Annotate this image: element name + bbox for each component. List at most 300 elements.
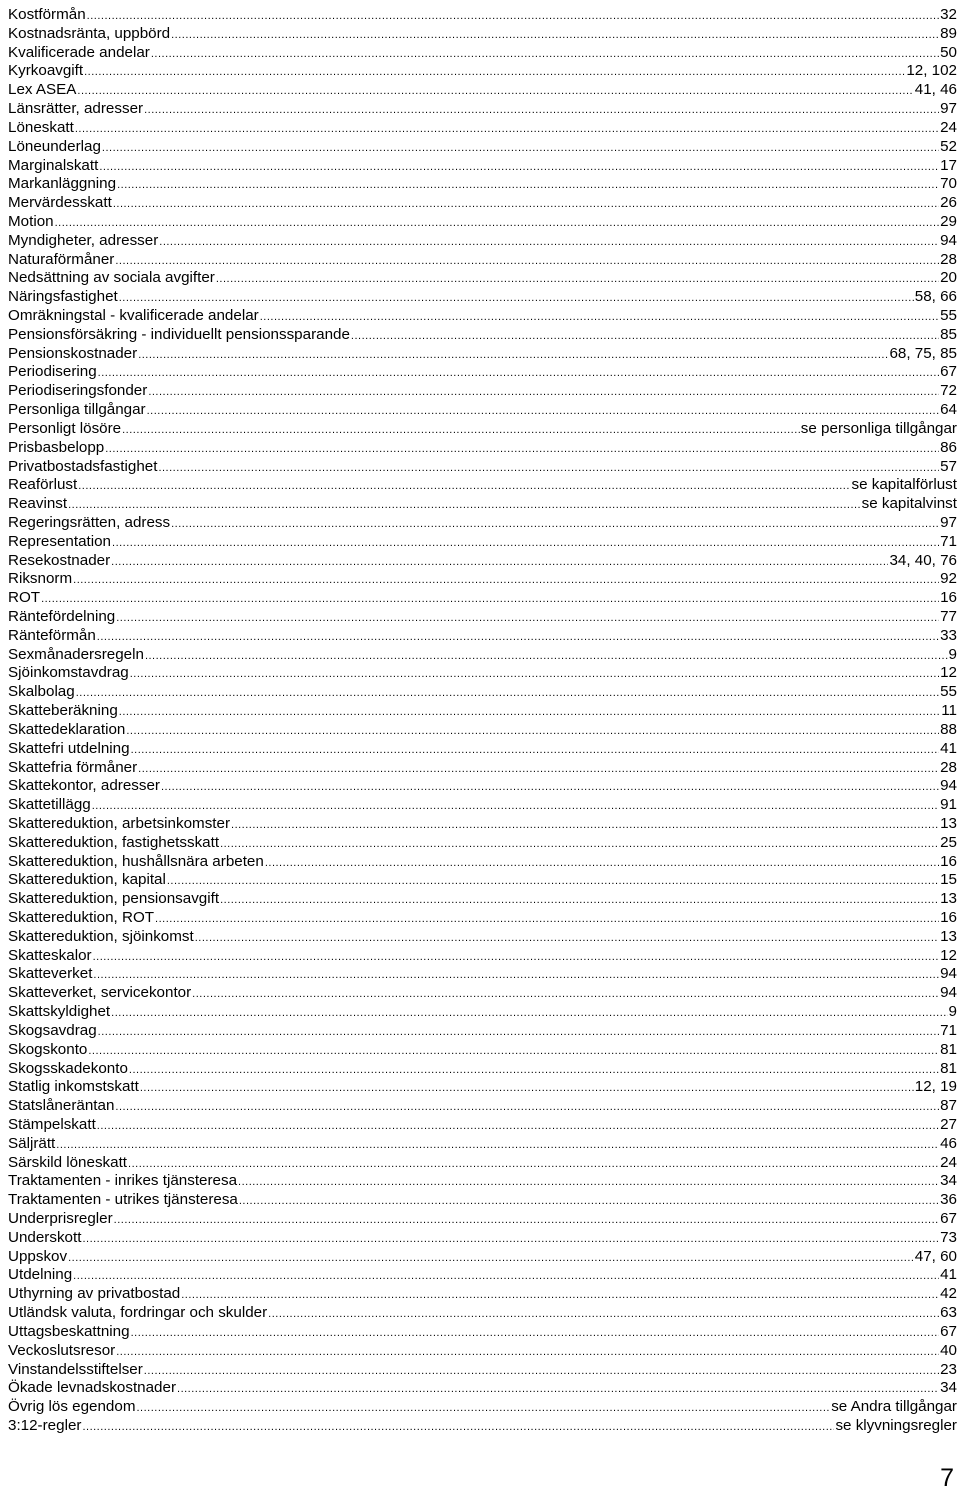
- dot-leader: [145, 647, 948, 665]
- index-term: Skatteberäkning: [8, 702, 118, 720]
- index-term: Periodisering: [8, 363, 97, 381]
- index-page-reference: 71: [940, 1021, 957, 1039]
- index-page-reference: 81: [940, 1059, 957, 1077]
- index-entry: [8, 1191, 957, 1210]
- index-term: Mervärdesskatt: [8, 194, 112, 212]
- dot-leader: [117, 176, 939, 194]
- index-entry: [8, 62, 957, 81]
- index-term: Uppskov: [8, 1247, 68, 1265]
- index-term: Skatteverket: [8, 965, 93, 983]
- index-entry: [8, 1361, 957, 1380]
- dot-leader: [260, 308, 939, 326]
- index-entry: [8, 890, 957, 909]
- index-page-reference: 32: [940, 6, 957, 23]
- index-page-reference: 67: [940, 1210, 957, 1227]
- dot-leader: [231, 816, 939, 834]
- index-entry: [8, 251, 957, 270]
- dot-leader: [114, 1211, 939, 1229]
- index-term: Skogsavdrag: [8, 1021, 97, 1039]
- dot-leader: [56, 1136, 939, 1154]
- index-term: Pensionskostnader: [8, 344, 138, 362]
- index-page-reference: 36: [940, 1191, 957, 1209]
- index-entry: [8, 909, 957, 928]
- index-page-reference: se kapitalvinst: [861, 495, 957, 513]
- dot-leader: [151, 45, 939, 63]
- index-page-reference: 67: [940, 363, 957, 381]
- index-page-reference: 77: [940, 608, 957, 625]
- index-term: Skattereduktion, hushållsnära arbeten: [8, 852, 264, 870]
- index-page-reference: 16: [940, 589, 957, 607]
- index-page-reference: 13: [940, 927, 957, 945]
- index-entry: [8, 777, 957, 796]
- index-list: [8, 6, 957, 1436]
- index-page-reference: 47, 60: [914, 1247, 957, 1265]
- index-term: Privatbostadsfastighet: [8, 457, 158, 475]
- index-term: Veckoslutsresor: [8, 1341, 116, 1359]
- index-term: Näringsfastighet: [8, 288, 118, 306]
- index-entry: [8, 81, 957, 100]
- index-page-reference: 97: [940, 100, 957, 118]
- dot-leader: [87, 7, 939, 25]
- index-entry: [8, 1398, 957, 1417]
- dot-leader: [195, 929, 939, 947]
- dot-leader: [216, 270, 939, 288]
- index-term: Särskild löneskatt: [8, 1153, 128, 1171]
- index-page-reference: 46: [940, 1134, 957, 1152]
- index-entry: [8, 721, 957, 740]
- dot-leader: [265, 854, 939, 872]
- index-page-reference: 11: [941, 702, 957, 720]
- index-entry: [8, 157, 957, 176]
- index-term: ROT: [8, 589, 41, 607]
- index-term: Markanläggning: [8, 175, 117, 193]
- index-term: Löneskatt: [8, 118, 74, 136]
- index-page-reference: 94: [940, 231, 957, 249]
- index-term: Uthyrning av privatbostad: [8, 1285, 181, 1303]
- index-term: Sjöinkomstavdrag: [8, 664, 129, 682]
- index-term: Personligt lösöre: [8, 419, 122, 437]
- index-entry: [8, 458, 957, 477]
- index-page-reference: 34, 40, 76: [889, 551, 957, 569]
- index-entry: [8, 871, 957, 890]
- index-page-reference: 27: [940, 1115, 957, 1133]
- index-page-reference: 55: [940, 307, 957, 324]
- index-page-reference: 16: [940, 909, 957, 926]
- index-term: Pensionsförsäkring - individuellt pensionssparande: [8, 325, 350, 343]
- index-term: Marginalskatt: [8, 156, 99, 174]
- index-entry: [8, 307, 957, 326]
- index-term: Löneunderlag: [8, 137, 101, 155]
- index-entry: [8, 1323, 957, 1342]
- index-term: Skatteverket, servicekontor: [8, 984, 192, 1002]
- index-page-reference: 20: [940, 269, 957, 287]
- index-term: Nedsättning av sociala avgifter: [8, 269, 215, 287]
- dot-leader: [181, 1286, 939, 1304]
- index-page-reference: 73: [940, 1228, 957, 1246]
- index-entry: [8, 1097, 957, 1116]
- index-term: Ränteförmån: [8, 626, 96, 644]
- index-entry: [8, 119, 957, 138]
- dot-leader: [239, 1192, 939, 1210]
- dot-leader: [136, 1399, 830, 1417]
- dot-leader: [105, 440, 939, 458]
- index-page-reference: 34: [940, 1379, 957, 1397]
- index-page-reference: 63: [940, 1304, 957, 1322]
- index-term: Skalbolag: [8, 683, 75, 701]
- index-entry: [8, 796, 957, 815]
- index-entry: [8, 1003, 957, 1022]
- index-term: Regeringsrätten, adress: [8, 513, 171, 531]
- dot-leader: [220, 835, 939, 853]
- index-entry: [8, 495, 957, 514]
- index-page-reference: 67: [940, 1322, 957, 1340]
- index-term: Uttagsbeskattning: [8, 1322, 130, 1340]
- index-entry: [8, 1229, 957, 1248]
- index-entry: [8, 533, 957, 552]
- index-entry: [8, 570, 957, 589]
- index-page-reference: 92: [940, 570, 957, 588]
- dot-leader: [140, 1079, 914, 1097]
- index-entry: [8, 138, 957, 157]
- index-term: Skattedeklaration: [8, 720, 126, 738]
- index-page-reference: 28: [940, 758, 957, 776]
- dot-leader: [155, 910, 939, 928]
- index-page-reference: 9: [948, 645, 957, 663]
- index-page-reference: 24: [940, 118, 957, 136]
- index-term: Kyrkoavgift: [8, 62, 84, 80]
- dot-leader: [144, 101, 939, 119]
- dot-leader: [73, 1267, 939, 1285]
- dot-leader: [93, 948, 940, 966]
- index-term: Ökade levnadskostnader: [8, 1379, 177, 1397]
- index-page-reference: 26: [940, 194, 957, 212]
- index-page-reference: 85: [940, 325, 957, 343]
- index-entry: [8, 420, 957, 439]
- index-entry: [8, 1154, 957, 1173]
- index-entry: [8, 1417, 957, 1436]
- index-term: Statlig inkomstskatt: [8, 1078, 139, 1096]
- index-term: Stämpelskatt: [8, 1115, 96, 1133]
- index-entry: [8, 552, 957, 571]
- dot-leader: [138, 346, 888, 364]
- index-entry: [8, 947, 957, 966]
- index-term: Prisbasbelopp: [8, 438, 105, 456]
- index-entry: [8, 6, 957, 25]
- index-entry: [8, 288, 957, 307]
- index-page-reference: 94: [940, 777, 957, 795]
- dot-leader: [167, 872, 939, 890]
- index-term: Reavinst: [8, 495, 68, 513]
- index-page-reference: 55: [940, 683, 957, 701]
- dot-leader: [138, 760, 939, 778]
- index-term: Skattereduktion, sjöinkomst: [8, 927, 194, 945]
- index-page-reference: 25: [940, 833, 957, 851]
- index-entry: [8, 928, 957, 947]
- dot-leader: [97, 1117, 939, 1135]
- index-page-reference: 29: [940, 212, 957, 230]
- index-page-reference: se klyvningsregler: [835, 1416, 957, 1434]
- index-entry: [8, 815, 957, 834]
- dot-leader: [116, 1343, 939, 1361]
- index-page-reference: 52: [940, 137, 957, 155]
- index-page-reference: 16: [940, 852, 957, 870]
- dot-leader: [119, 289, 914, 307]
- index-term: Omräkningstal - kvalificerade andelar: [8, 307, 259, 324]
- index-page-reference: 97: [940, 513, 957, 531]
- index-term: Skattereduktion, fastighetsskatt: [8, 833, 220, 851]
- index-entry: [8, 100, 957, 119]
- index-page-reference: 13: [940, 814, 957, 832]
- dot-leader: [97, 628, 939, 646]
- dot-leader: [68, 496, 861, 514]
- index-page-reference: 9: [948, 1003, 957, 1021]
- index-entry: [8, 514, 957, 533]
- index-entry: [8, 1342, 957, 1361]
- index-term: Myndigheter, adresser: [8, 231, 159, 249]
- index-entry: [8, 1116, 957, 1135]
- dot-leader: [92, 797, 939, 815]
- index-entry: [8, 476, 957, 495]
- index-term: Skogsskadekonto: [8, 1059, 128, 1077]
- index-page-reference: 12, 102: [906, 62, 957, 80]
- index-entry: [8, 664, 957, 683]
- dot-leader: [116, 609, 939, 627]
- index-page-reference: 94: [940, 965, 957, 983]
- index-entry: [8, 194, 957, 213]
- dot-leader: [77, 82, 913, 100]
- index-entry: [8, 589, 957, 608]
- index-term: Traktamenten - utrikes tjänsteresa: [8, 1191, 238, 1209]
- dot-leader: [148, 383, 939, 401]
- index-page-reference: 12: [940, 946, 957, 964]
- dot-leader: [144, 1362, 939, 1380]
- index-term: Skattereduktion, kapital: [8, 871, 166, 889]
- index-page-reference: 81: [940, 1040, 957, 1058]
- index-term: Kostnadsränta, uppbörd: [8, 24, 171, 42]
- index-entry: [8, 1135, 957, 1154]
- dot-leader: [111, 553, 888, 571]
- dot-leader: [75, 120, 939, 138]
- index-term: Kostförmån: [8, 6, 86, 23]
- index-page-reference: 87: [940, 1097, 957, 1115]
- dot-leader: [351, 327, 939, 345]
- index-page-reference: 88: [940, 720, 957, 738]
- index-page-reference: 57: [940, 457, 957, 475]
- dot-leader: [238, 1173, 939, 1191]
- index-entry: [8, 740, 957, 759]
- dot-leader: [99, 158, 939, 176]
- index-entry: [8, 1248, 957, 1267]
- dot-leader: [98, 364, 939, 382]
- dot-leader: [147, 402, 939, 420]
- index-entry: [8, 326, 957, 345]
- dot-leader: [131, 1324, 940, 1342]
- dot-leader: [126, 722, 939, 740]
- index-page-reference: 86: [940, 438, 957, 456]
- dot-leader: [128, 1155, 939, 1173]
- index-term: 3:12-regler: [8, 1416, 82, 1434]
- index-entry: [8, 1285, 957, 1304]
- index-page-reference: se personliga tillgångar: [800, 419, 957, 437]
- index-entry: [8, 1172, 957, 1191]
- index-term: Skattefri utdelning: [8, 739, 130, 757]
- index-page-reference: 94: [940, 984, 957, 1002]
- dot-leader: [220, 891, 939, 909]
- dot-leader: [115, 252, 939, 270]
- index-page-reference: 41: [940, 739, 957, 757]
- index-entry: [8, 683, 957, 702]
- index-term: Personliga tillgångar: [8, 401, 146, 419]
- index-page-reference: 34: [940, 1172, 957, 1190]
- index-entry: [8, 1078, 957, 1097]
- index-page-reference: 72: [940, 382, 957, 400]
- index-entry: [8, 401, 957, 420]
- index-entry: [8, 1379, 957, 1398]
- index-page-reference: 15: [940, 871, 957, 889]
- index-page-reference: 41: [940, 1266, 957, 1284]
- dot-leader: [119, 703, 940, 721]
- dot-leader: [161, 778, 939, 796]
- index-term: Motion: [8, 212, 54, 230]
- dot-leader: [171, 26, 939, 44]
- dot-leader: [76, 684, 939, 702]
- index-term: Riksnorm: [8, 570, 73, 588]
- index-term: Skattskyldighet: [8, 1003, 111, 1021]
- dot-leader: [73, 571, 939, 589]
- index-entry: [8, 363, 957, 382]
- index-entry: [8, 853, 957, 872]
- index-term: Räntefördelning: [8, 608, 116, 625]
- index-term: Skatteskalor: [8, 946, 92, 964]
- index-term: Utländsk valuta, fordringar och skulder: [8, 1304, 268, 1322]
- index-entry: [8, 627, 957, 646]
- index-page-reference: 28: [940, 250, 957, 268]
- index-term: Skattereduktion, ROT: [8, 909, 155, 926]
- index-term: Länsrätter, adresser: [8, 100, 144, 118]
- index-term: Lex ASEA: [8, 81, 77, 99]
- dot-leader: [82, 1230, 939, 1248]
- dot-leader: [159, 233, 939, 251]
- dot-leader: [102, 139, 939, 157]
- dot-leader: [192, 985, 939, 1003]
- index-term: Vinstandelsstiftelser: [8, 1360, 143, 1378]
- dot-leader: [93, 966, 939, 984]
- index-term: Skattetillägg: [8, 796, 91, 814]
- index-entry: [8, 345, 957, 364]
- index-term: Periodiseringsfonder: [8, 382, 148, 400]
- dot-leader: [84, 63, 905, 81]
- index-entry: [8, 759, 957, 778]
- index-page-reference: se kapitalförlust: [851, 476, 957, 494]
- index-entry: [8, 1060, 957, 1079]
- dot-leader: [88, 1042, 939, 1060]
- index-entry: [8, 646, 957, 665]
- index-entry: [8, 702, 957, 721]
- dot-leader: [113, 195, 939, 213]
- index-term: Underskott: [8, 1228, 82, 1246]
- dot-leader: [115, 1098, 939, 1116]
- index-term: Utdelning: [8, 1266, 73, 1284]
- index-page-reference: 58, 66: [914, 288, 957, 306]
- index-page-reference: 41, 46: [914, 81, 957, 99]
- dot-leader: [171, 515, 939, 533]
- index-page-reference: 68, 75, 85: [889, 344, 957, 362]
- index-page-reference: 71: [940, 532, 957, 550]
- index-term: Sexmånadersregeln: [8, 645, 144, 663]
- dot-leader: [82, 1418, 834, 1436]
- index-page-reference: 12, 19: [914, 1078, 957, 1096]
- index-page-reference: 13: [940, 890, 957, 908]
- index-entry: [8, 834, 957, 853]
- index-entry: [8, 175, 957, 194]
- index-page-reference: 64: [940, 401, 957, 419]
- index-term: Statslåneräntan: [8, 1097, 115, 1115]
- index-entry: [8, 232, 957, 251]
- index-term: Reaförlust: [8, 476, 78, 494]
- dot-leader: [268, 1305, 939, 1323]
- dot-leader: [122, 421, 800, 439]
- index-entry: [8, 1266, 957, 1285]
- index-term: Skattereduktion, arbetsinkomster: [8, 814, 231, 832]
- dot-leader: [158, 459, 939, 477]
- index-entry: [8, 25, 957, 44]
- index-term: Säljrätt: [8, 1134, 56, 1152]
- index-term: Representation: [8, 532, 112, 550]
- index-term: Naturaförmåner: [8, 250, 115, 268]
- dot-leader: [130, 665, 939, 683]
- index-entry: [8, 1022, 957, 1041]
- index-page-reference: 91: [940, 796, 957, 814]
- index-term: Skattereduktion, pensionsavgift: [8, 890, 220, 908]
- index-term: Skogskonto: [8, 1040, 88, 1058]
- dot-leader: [111, 1004, 947, 1022]
- index-page-reference: 24: [940, 1153, 957, 1171]
- index-term: Skattefria förmåner: [8, 758, 138, 776]
- page-number: 7: [940, 1464, 954, 1492]
- index-term: Resekostnader: [8, 551, 111, 569]
- index-entry: [8, 269, 957, 288]
- index-page-reference: 40: [940, 1341, 957, 1359]
- dot-leader: [112, 534, 939, 552]
- dot-leader: [131, 741, 940, 759]
- index-entry: [8, 1210, 957, 1229]
- index-term: Traktamenten - inrikes tjänsteresa: [8, 1172, 238, 1190]
- index-page-reference: 23: [940, 1360, 957, 1378]
- index-entry: [8, 439, 957, 458]
- dot-leader: [129, 1061, 939, 1079]
- index-term: Skattekontor, adresser: [8, 777, 160, 795]
- index-page-reference: 33: [940, 626, 957, 644]
- index-page-reference: se Andra tillgångar: [831, 1398, 957, 1416]
- index-entry: [8, 984, 957, 1003]
- index-term: Kvalificerade andelar: [8, 43, 150, 61]
- index-entry: [8, 1304, 957, 1323]
- index-entry: [8, 965, 957, 984]
- dot-leader: [177, 1380, 939, 1398]
- index-page-reference: 70: [940, 175, 957, 193]
- index-page-reference: 17: [940, 156, 957, 174]
- index-term: Underprisregler: [8, 1210, 113, 1227]
- index-entry: [8, 382, 957, 401]
- dot-leader: [98, 1023, 939, 1041]
- index-page-reference: 89: [940, 24, 957, 42]
- index-entry: [8, 213, 957, 232]
- index-page-reference: 50: [940, 43, 957, 61]
- index-page-reference: 42: [940, 1285, 957, 1303]
- dot-leader: [55, 214, 940, 232]
- index-entry: [8, 44, 957, 63]
- dot-leader: [41, 590, 939, 608]
